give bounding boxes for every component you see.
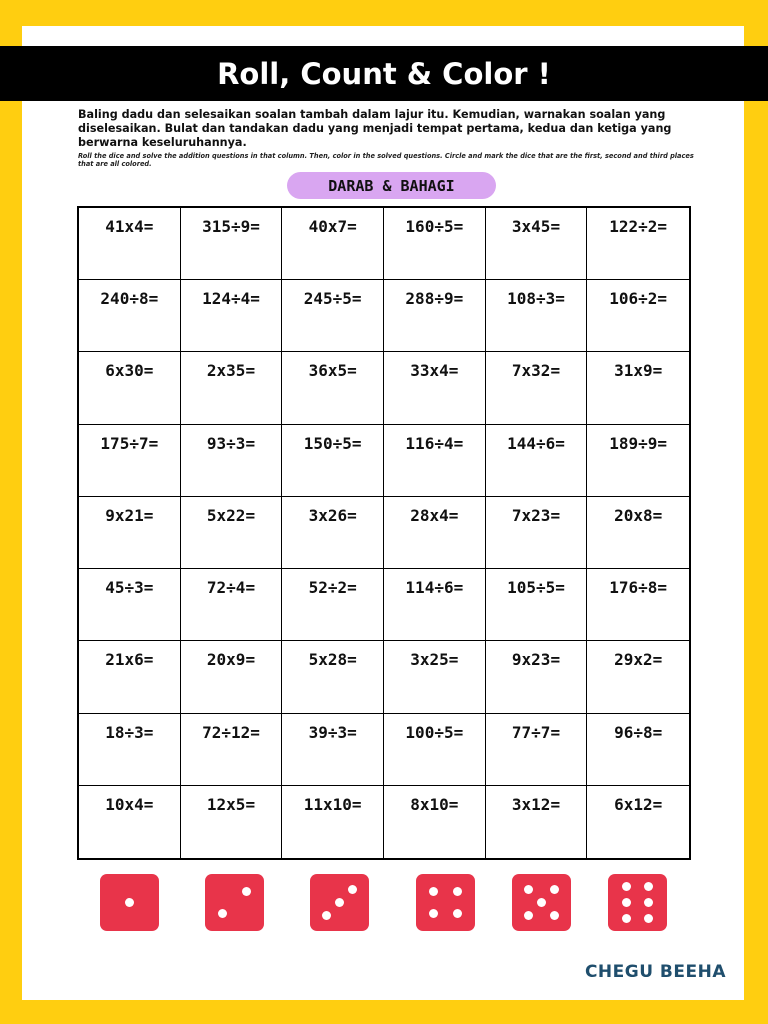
question-text: 11x10=	[303, 794, 362, 814]
die-one-icon[interactable]	[100, 874, 159, 931]
question-cell[interactable]	[181, 569, 283, 641]
question-cell[interactable]	[79, 714, 181, 786]
question-text: 3x26=	[308, 505, 357, 525]
question-text: 7x32=	[511, 361, 561, 381]
question-cell[interactable]	[384, 208, 486, 280]
question-grid	[77, 206, 691, 860]
question-cell[interactable]	[384, 352, 486, 424]
question-cell[interactable]	[181, 714, 283, 786]
question-cell[interactable]	[181, 208, 283, 280]
question-text: 18÷3=	[105, 722, 154, 742]
die-pip	[322, 911, 331, 920]
question-cell[interactable]	[181, 280, 283, 352]
die-six-icon[interactable]	[608, 874, 667, 931]
question-text: 105÷5=	[507, 578, 565, 598]
question-text: 6x30=	[105, 361, 154, 381]
question-cell[interactable]	[587, 569, 689, 641]
question-text: 9x21=	[105, 505, 154, 525]
die-pip	[348, 885, 357, 894]
question-text: 7x23=	[511, 505, 561, 525]
question-text: 31x9=	[614, 361, 663, 381]
question-cell[interactable]	[486, 280, 588, 352]
question-cell[interactable]	[79, 569, 181, 641]
question-cell[interactable]	[587, 352, 689, 424]
question-cell[interactable]	[587, 786, 689, 858]
question-text: 240÷8=	[100, 289, 159, 309]
question-text: 3x12=	[511, 794, 561, 814]
die-five-icon[interactable]	[512, 874, 571, 931]
question-cell[interactable]	[486, 352, 588, 424]
question-cell[interactable]	[181, 641, 283, 713]
instructions-english: Roll the dice and solve the addition questions in that column. Then, color in the solved questions. Circle and mark the dice that are the first, second and third places that are all colored.	[78, 152, 694, 168]
die-pip	[242, 887, 251, 896]
question-cell[interactable]	[384, 569, 486, 641]
question-text: 176÷8=	[609, 578, 668, 598]
dice-row	[100, 874, 670, 932]
question-cell[interactable]	[486, 641, 588, 713]
question-text: 28x4=	[410, 505, 459, 525]
question-text: 20x8=	[614, 505, 663, 525]
question-text: 39÷3=	[308, 722, 357, 742]
question-text: 3x25=	[410, 650, 459, 670]
question-cell[interactable]	[79, 425, 181, 497]
question-cell[interactable]	[79, 208, 181, 280]
die-pip	[453, 887, 462, 896]
die-pip	[429, 887, 438, 896]
die-pip	[644, 914, 653, 923]
question-text: 175÷7=	[100, 433, 159, 453]
question-cell[interactable]	[384, 641, 486, 713]
question-text: 160÷5=	[405, 217, 464, 236]
die-pip	[644, 898, 653, 907]
question-cell[interactable]	[181, 425, 283, 497]
question-text: 3x45=	[511, 217, 561, 236]
question-text: 114÷6=	[405, 578, 464, 598]
question-text: 12x5=	[206, 794, 256, 814]
question-cell[interactable]	[181, 497, 283, 569]
die-pip	[524, 885, 533, 894]
question-text: 77÷7=	[511, 722, 561, 742]
die-pip	[429, 909, 438, 918]
question-text: 116÷4=	[405, 433, 464, 453]
question-cell[interactable]	[79, 352, 181, 424]
question-cell[interactable]	[282, 714, 384, 786]
question-cell[interactable]	[282, 208, 384, 280]
die-pip	[524, 911, 533, 920]
question-cell[interactable]	[282, 425, 384, 497]
question-text: 315÷9=	[202, 217, 260, 236]
question-text: 122÷2=	[609, 217, 668, 236]
question-text: 288÷9=	[405, 289, 464, 309]
question-text: 72÷4=	[206, 578, 256, 598]
question-cell[interactable]	[79, 497, 181, 569]
question-text: 21x6=	[105, 650, 154, 670]
question-cell[interactable]	[384, 786, 486, 858]
question-cell[interactable]	[587, 497, 689, 569]
die-pip	[622, 898, 631, 907]
question-cell[interactable]	[181, 352, 283, 424]
question-cell[interactable]	[79, 786, 181, 858]
question-cell[interactable]	[587, 641, 689, 713]
die-pip	[453, 909, 462, 918]
question-text: 6x12=	[614, 794, 663, 814]
question-text: 9x23=	[511, 650, 561, 670]
die-two-icon[interactable]	[205, 874, 264, 931]
question-text: 245÷5=	[303, 289, 362, 309]
die-pip	[622, 914, 631, 923]
question-text: 52÷2=	[308, 578, 357, 598]
page-title: Roll, Count & Color !	[217, 56, 551, 91]
die-pip	[550, 885, 559, 894]
question-text: 33x4=	[410, 361, 459, 381]
die-pip	[644, 882, 653, 891]
question-cell[interactable]	[79, 280, 181, 352]
instructions-malay: Baling dadu dan selesaikan soalan tambah dalam lajur itu. Kemudian, warnakan soalan yang diselesaikan. Bulat dan tandakan dadu yang menjadi tempat pertama, kedua dan ketiga yang berwarna keseluruhannya.	[78, 108, 672, 149]
question-text: 10x4=	[105, 794, 154, 814]
question-text: 150÷5=	[303, 433, 362, 453]
section-label: DARAB & BAHAGI	[328, 176, 455, 195]
question-text: 36x5=	[308, 361, 357, 381]
question-cell[interactable]	[282, 280, 384, 352]
question-cell[interactable]	[79, 641, 181, 713]
question-cell[interactable]	[486, 569, 588, 641]
question-text: 144÷6=	[507, 433, 565, 453]
section-badge	[287, 172, 496, 199]
question-text: 72÷12=	[202, 722, 260, 742]
question-text: 96÷8=	[614, 722, 663, 742]
question-text: 2x35=	[206, 361, 256, 381]
question-text: 5x28=	[308, 650, 357, 670]
question-cell[interactable]	[282, 569, 384, 641]
die-pip	[335, 898, 344, 907]
question-cell[interactable]	[384, 425, 486, 497]
question-text: 93÷3=	[206, 433, 256, 453]
die-pip	[622, 882, 631, 891]
question-cell[interactable]	[282, 497, 384, 569]
question-text: 124÷4=	[202, 289, 260, 309]
question-text: 20x9=	[206, 650, 256, 670]
question-text: 40x7=	[308, 217, 357, 236]
brand-logo-text: CHEGU BEEHA	[584, 962, 726, 982]
question-cell[interactable]	[587, 714, 689, 786]
die-pip	[125, 898, 134, 907]
die-pip	[550, 911, 559, 920]
question-text: 5x22=	[206, 505, 256, 525]
question-cell[interactable]	[384, 280, 486, 352]
die-pip	[537, 898, 546, 907]
question-cell[interactable]	[384, 497, 486, 569]
question-cell[interactable]	[486, 425, 588, 497]
question-cell[interactable]	[384, 714, 486, 786]
question-text: 100÷5=	[405, 722, 464, 742]
question-cell[interactable]	[181, 786, 283, 858]
question-cell[interactable]	[282, 641, 384, 713]
question-text: 8x10=	[410, 794, 459, 814]
question-cell[interactable]	[587, 425, 689, 497]
question-cell[interactable]	[486, 497, 588, 569]
question-text: 45÷3=	[105, 578, 154, 598]
question-cell[interactable]	[486, 714, 588, 786]
question-cell[interactable]	[282, 786, 384, 858]
question-cell[interactable]	[282, 352, 384, 424]
question-text: 108÷3=	[507, 289, 565, 309]
question-text: 106÷2=	[609, 289, 668, 309]
question-cell[interactable]	[587, 280, 689, 352]
title-bar	[0, 46, 768, 101]
question-cell[interactable]	[486, 786, 588, 858]
question-text: 189÷9=	[609, 433, 668, 453]
question-text: 41x4=	[105, 217, 154, 236]
die-pip	[218, 909, 227, 918]
question-cell[interactable]	[486, 208, 588, 280]
question-cell[interactable]	[587, 208, 689, 280]
die-three-icon[interactable]	[310, 874, 369, 931]
question-text: 29x2=	[614, 650, 663, 670]
die-four-icon[interactable]	[416, 874, 475, 931]
